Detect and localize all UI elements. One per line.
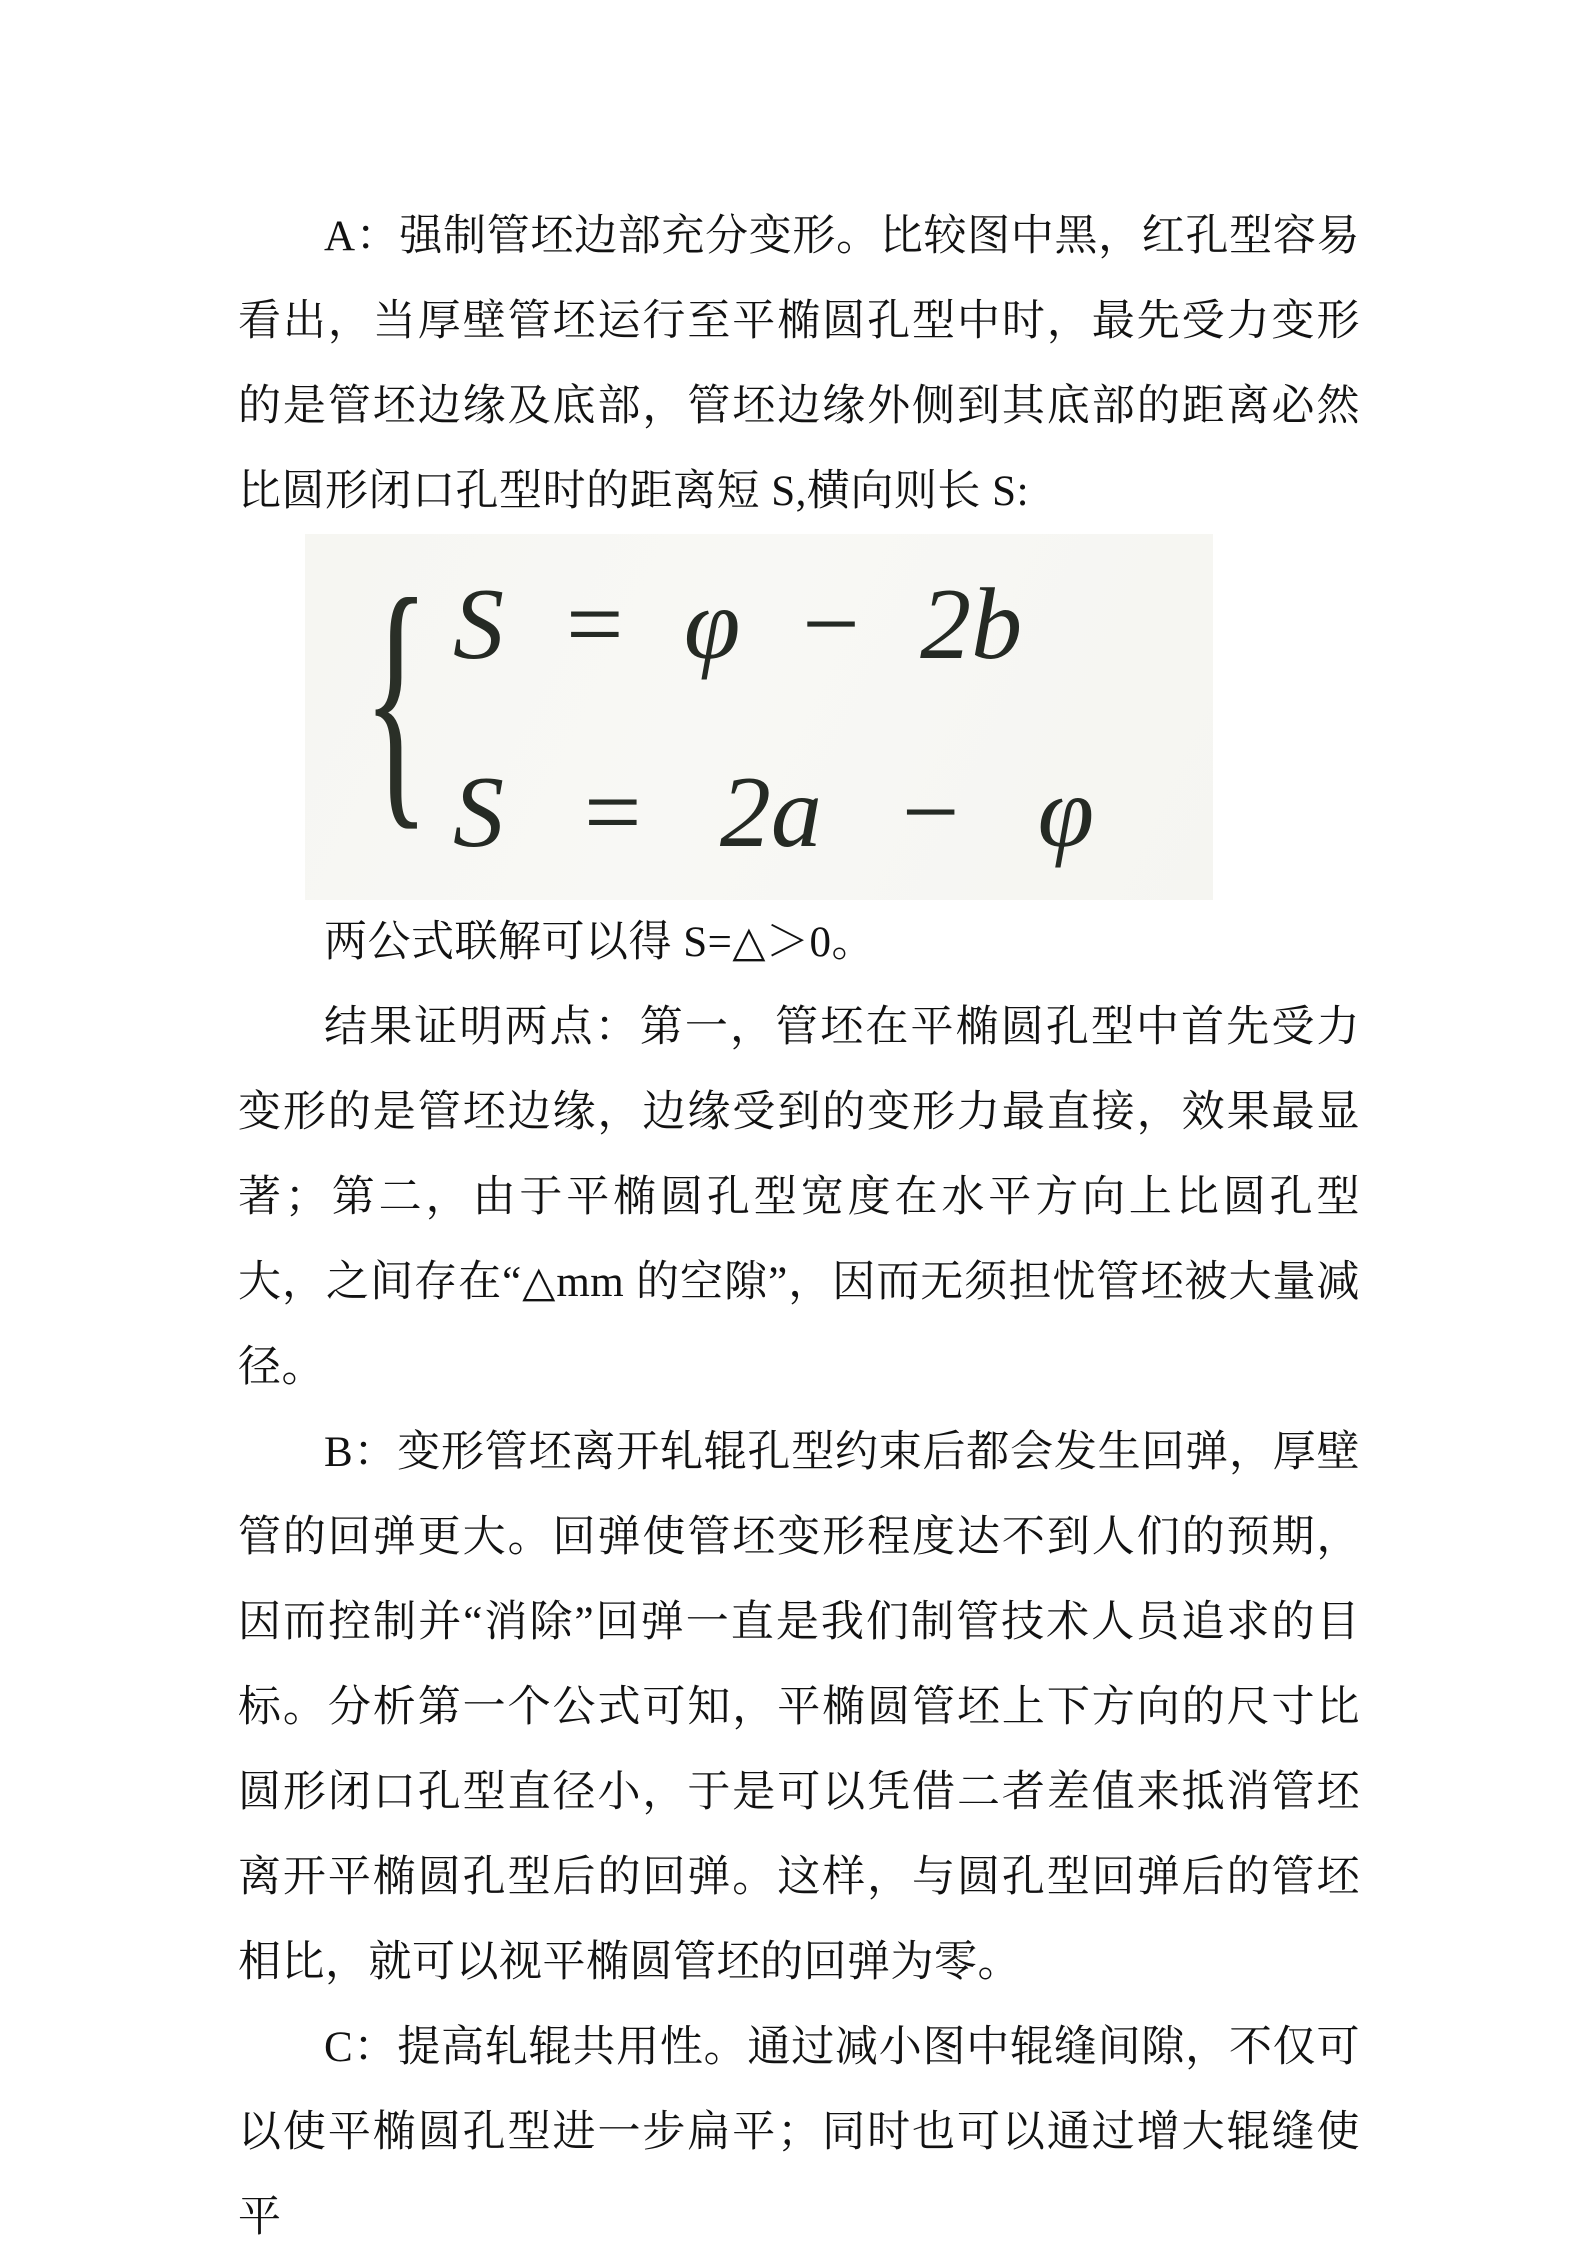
paragraph-b: B：变形管坯离开轧辊孔型约束后都会发生回弹，厚壁管的回弹更大。回弹使管坯变形程度达不到人们的预期，因而控制并“消除”回弹一直是我们制管技术人员追求的目标。分析第一个公式可知，平椭圆管坯上下方向的尺寸比圆形闭口孔型直径小，于是可以凭借二者差值来抵消管坯离开平椭圆孔型后的回弹。这样，与圆孔型回弹后的管坯相比，就可以视平椭圆管坯的回弹为零。 <box>238 1429 1360 1986</box>
paragraph-c: C：提高轧辊共用性。通过减小图中辊缝间隙，不仅可以使平椭圆孔型进一步扁平；同时也可以通过增大辊缝使平 <box>238 2024 1360 2241</box>
formula-line-2: S = 2a − φ <box>453 756 1095 869</box>
formula-image <box>305 534 1213 900</box>
formula-line-1: S = φ − 2b <box>453 568 1023 681</box>
formula-brace: { <box>363 541 430 853</box>
paragraph-solution: 两公式联解可以得 S=△＞0。 <box>324 919 875 966</box>
paragraph-results: 结果证明两点：第一，管坯在平椭圆孔型中首先受力变形的是管坯边缘，边缘受到的变形力最直接，效果最显著；第二，由于平椭圆孔型宽度在水平方向上比圆孔型大，之间存在“△mm 的空隙”，因而无须担忧管坯被大量减径。 <box>238 1004 1360 1391</box>
paragraph-a: A：强制管坯边部充分变形。比较图中黑，红孔型容易看出，当厚壁管坯运行至平椭圆孔型中时，最先受力变形的是管坯边缘及底部，管坯边缘外侧到其底部的距离必然比圆形闭口孔型时的距离短 S,横向则长 S: <box>238 213 1360 515</box>
